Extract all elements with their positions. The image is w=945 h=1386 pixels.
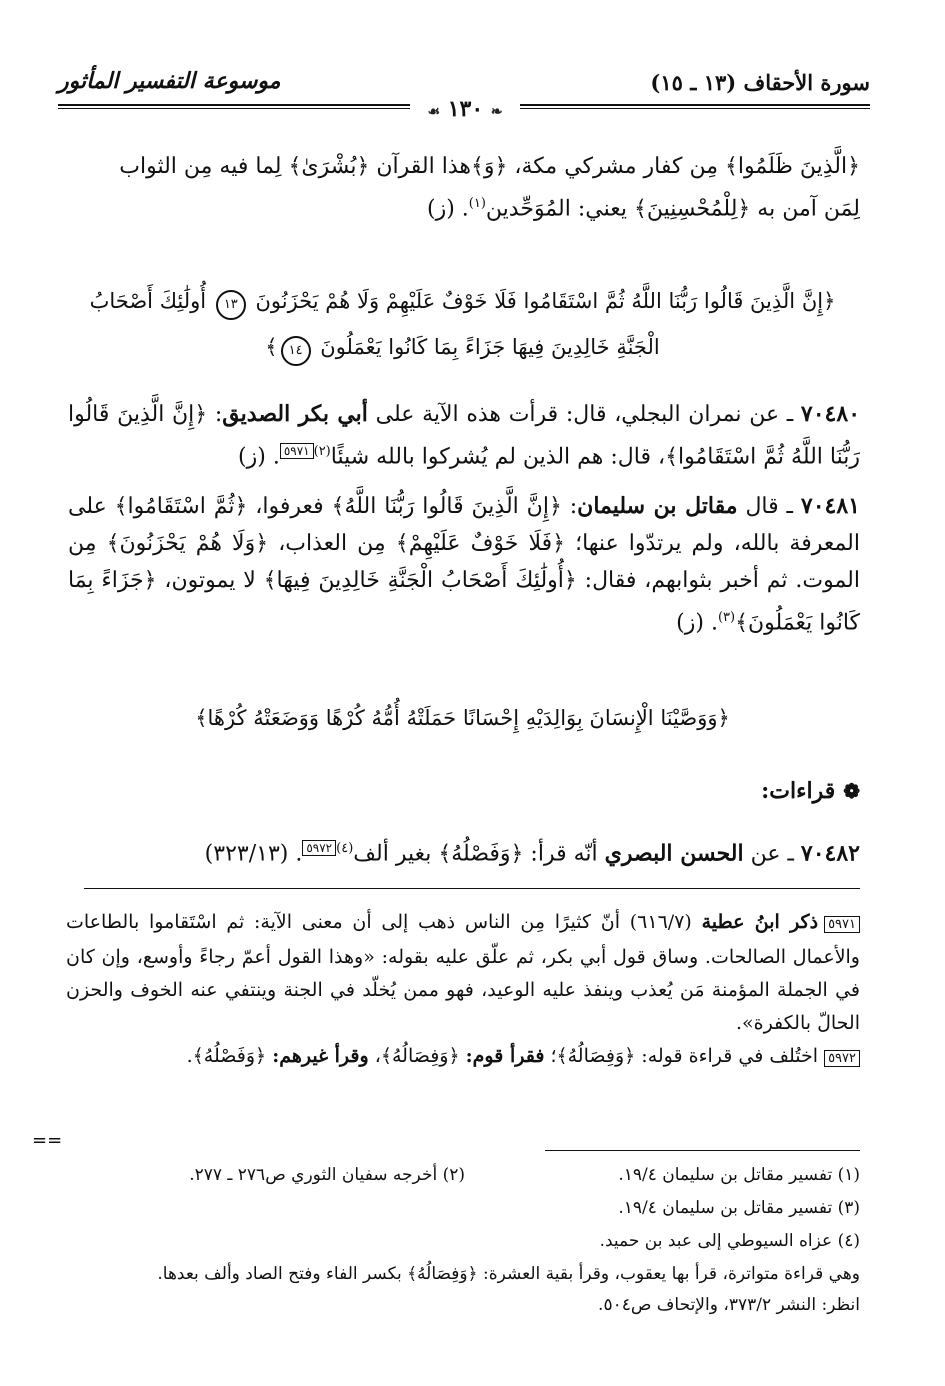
footnote-ref: (٤) [336,841,354,856]
ornament-icon: ☙ [427,104,441,120]
footnotes-separator [545,1150,860,1151]
narration-70482: ٧٠٤٨٢ ـ عن الحسن البصري أنّه قرأ: ﴿وَفَصْلُهُ﴾ بغير ألف$^{(٤)٥٩٧٢}$. (٣٢٣/١٣) [204,840,860,867]
narrator-name: الحسن البصري [604,840,744,867]
footnote-ref: (١) [468,196,486,211]
continuation-mark: == [32,1130,63,1151]
flower-icon: ❁ [843,779,860,803]
footnote-3: (٣) تفسير مقاتل بن سليمان ١٩/٤. [618,1198,860,1218]
footnote-4: (٤) عزاه السيوطي إلى عبد بن حميد. [599,1231,860,1251]
notes-separator [84,888,860,889]
footnote-ref: (٢) [313,444,331,459]
narration-number: ٧٠٤٨١ [800,493,860,519]
narrator-name: أبي بكر الصديق [222,401,368,427]
footnote-1: (١) تفسير مقاتل بن سليمان ١٩/٤. [618,1165,860,1185]
page-number: ❧ ١٣٠ ☙ [410,96,520,122]
footnote-2: (٢) أخرجه سفيان الثوري ص٢٧٦ ـ ٢٧٧. [189,1165,465,1185]
verse-number-icon: ١٤ [281,336,311,366]
intro-paragraph: ﴿الَّذِينَ ظَلَمُوا﴾ مِن كفار مشركي مكة، ﴿وَ﴾هذا القرآن ﴿بُشْرَىٰ﴾ لِما فيه مِن الثواب لِمَن آمن به ﴿لِلْمُحْسِنِينَ﴾ يعني: المُوَحِّدين$^{(١)}$. (ز) [119,154,860,222]
note-number-box: ٥٩٧٢ [824,1050,860,1067]
note-5972: ٥٩٧٢اختُلف في قراءة قوله: ﴿وَفِصَالُهُ﴾؛ فقرأ قوم: ﴿وَفِصَالُهُ﴾، وقرأ غيرهم: ﴿وَفَصْلُهُ﴾. [66,1040,860,1075]
narration-70481: ٧٠٤٨١ ـ قال مقاتل بن سليمان: ﴿إِنَّ الَّذِينَ قَالُوا رَبُّنَا اللَّهُ﴾ فعرفوا، ﴿ثُمَّ اسْتَقَامُوا﴾ على المعرفة بالله، ولم يرتدّوا عنها؛ ﴿فَلَا خَوْفٌ عَلَيْهِمْ﴾ مِن العذاب، ﴿وَلَا هُمْ يَحْزَنُونَ﴾ مِن الموت. ثم أخبر بثوابهم، فقال: ﴿أُولَٰئِكَ أَصْحَابُ الْجَنَّةِ خَالِدِينَ فِيهَا﴾ لا يموتون، ﴿جَزَاءً بِمَا كَانُوا يَعْمَلُونَ﴾$^{(٣)}$. (ز) [68,493,860,636]
note-ref-box: ٥٩٧٢ [302,840,336,856]
book-title: موسوعة التفسير المأثور [58,68,281,94]
sura-title: سورة الأحقاف (١٣ ـ ١٥) [650,70,870,95]
narration-number: ٧٠٤٨٢ [800,840,860,867]
verse-number-icon: ١٣ [216,290,246,320]
quran-verse-13-14: ﴿إِنَّ الَّذِينَ قَالُوا رَبُّنَا اللَّهُ ثُمَّ اسْتَقَامُوا فَلَا خَوْفٌ عَلَيْهِمْ وَلَا هُمْ يَحْزَنُونَ ١٣ أُولَٰئِكَ أَصْحَابُ الْجَنَّةِ خَالِدِينَ فِيهَا جَزَاءً بِمَا كَانُوا يَعْمَلُونَ ١٤﴾ [60,278,865,370]
section-heading: ❁قراءات: [761,778,860,804]
note-5971: ٥٩٧١ذكر ابنُ عطية (٦١٦/٧) أنّ كثيرًا مِن الناس ذهب إلى أن معنى الآية: ثم اسْتَقاموا بالطاعات والأعمال الصالحات. وساق قول أبي بكر، ثم علّق عليه بقوله: «وهذا القول أعمّ رجاءً وأوسع، وإن كان في الجملة المؤمنة مَن يُعذب وينفذ عليه الوعيد، فهو ممن يُخلّد في الجنة وينتفي عنه الخوف والحزن الحالّ بالكفرة». [66,911,860,1034]
footnote-4-cont: وهي قراءة متواترة، قرأ بها يعقوب، وقرأ بقية العشرة: ﴿وَفِصَالُهُ﴾ بكسر الفاء وفتح الصاد وألف بعدها. [157,1264,860,1284]
footnote-ref: (٣) [717,610,736,625]
editorial-notes [66,906,860,1075]
footnote-4-ref: انظر: النشر ٣٧٣/٢، والإتحاف ص٥٠٤. [598,1295,860,1315]
narration-70480: ٧٠٤٨٠ ـ عن نمران البجلي، قال: قرأت هذه الآية على أبي بكر الصديق: ﴿إِنَّ الَّذِينَ قَالُوا رَبُّنَا اللَّهُ ثُمَّ اسْتَقَامُوا﴾، قال: هم الذين لم يُشركوا بالله شيئًا$^{(٢)٥٩٧١}$. (ز) [68,401,861,470]
narrator-name: مقاتل بن سليمان [577,493,738,519]
note-number-box: ٥٩٧١ [824,916,860,933]
note-ref-box: ٥٩٧١ [280,443,314,459]
narration-number: ٧٠٤٨٠ [800,401,861,427]
quran-verse-15: ﴿وَوَصَّيْنَا الْإِنسَانَ بِوَالِدَيْهِ إِحْسَانًا حَمَلَتْهُ أُمُّهُ كُرْهًا وَوَضَعَتْهُ كُرْهًا﴾ [195,706,730,730]
ornament-icon: ❧ [490,104,503,120]
